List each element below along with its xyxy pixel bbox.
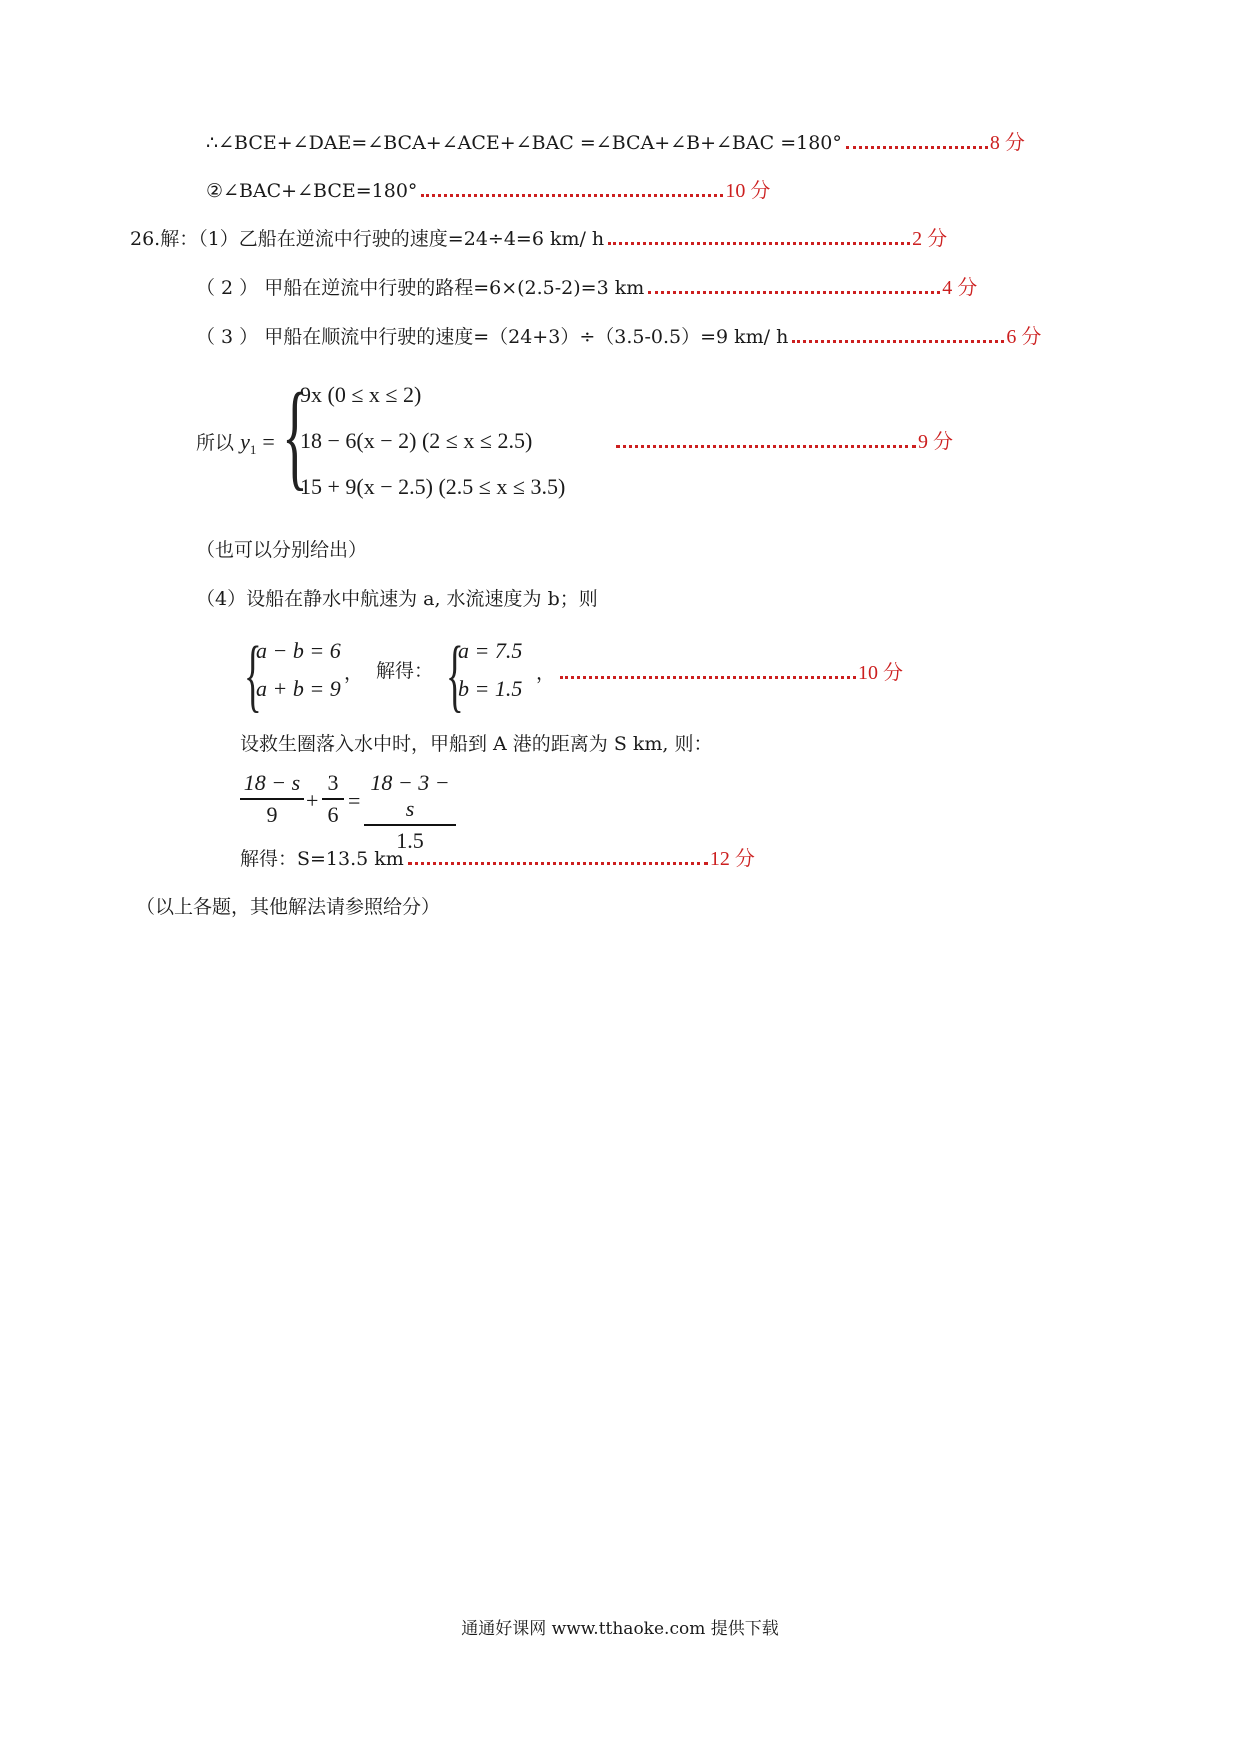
problem-26-part2 [196,275,977,301]
final-solution-text: 解得：S=13.5 km [240,848,404,870]
plus-text: + [306,788,319,813]
case-1-text: 9x (0 ≤ x ≤ 2) [300,382,422,407]
problem-26-part1 [130,226,947,252]
fraction-1-numerator: 18 − s [243,770,301,795]
fraction-1-denominator: 9 [266,802,278,827]
system-brace-2: { [446,629,464,720]
final-solution-line [240,846,755,872]
fraction-1-bar [240,798,304,800]
system-solve-label [376,658,433,684]
score-leader [846,142,988,149]
piecewise-case-3 [300,474,565,500]
note-text: （也可以分别给出） [196,539,368,561]
piecewise-equals: = [262,429,275,454]
system-eq-1b [256,676,341,702]
solve-label-text: 解得： [376,660,434,682]
score-leader [608,238,910,245]
part3-text: （ 3 ） 甲船在顺流中行驶的速度=（24+3）÷（3.5-0.5）=9 km/ h [196,326,789,348]
piecewise-prefix-text: 所以 [196,432,235,454]
score-label: 12 分 [709,848,755,870]
system-comma-2 [536,660,555,686]
fraction-2-numerator: 3 [327,770,339,795]
system-score [556,660,903,686]
equals-sign [348,788,360,814]
part2-text: （ 2 ） 甲船在逆流中行驶的路程=6×(2.5-2)=3 km [196,277,645,299]
score-label: 6 分 [1006,326,1042,348]
lifebuoy-text: 设救生圈落入水中时，甲船到 A 港的距离为 S km, 则： [240,733,713,755]
comma-text: ， [344,662,364,684]
closing-note-text: （以上各题，其他解法请参照给分） [136,896,441,918]
score-label: 4 分 [942,277,978,299]
score-label: 10 分 [725,180,771,202]
part4-text: （4）设船在静水中航速为 a, 水流速度为 b；则 [196,588,598,610]
solution-line-angle-sum [206,130,1025,156]
score-label: 8 分 [989,132,1025,154]
score-leader [421,190,723,197]
score-label: 10 分 [858,662,903,684]
solution-line-conclusion [206,178,770,204]
fraction-1 [240,770,304,828]
closing-note [136,894,440,920]
comma-text: ， [536,662,556,684]
piecewise-case-1 [300,382,421,408]
plus-sign [306,788,318,814]
piecewise-y: y [240,429,250,454]
case-3-text: 15 + 9(x − 2.5) (2.5 ≤ x ≤ 3.5) [300,474,566,499]
fraction-2 [322,770,344,828]
problem-26-part3 [196,324,1041,350]
conclusion-text: ②∠BAC+∠BCE=180° [206,180,418,202]
equals-text: = [348,788,361,813]
piecewise-brace: { [282,368,308,501]
system-eq-1a [256,638,341,664]
piecewise-case-2 [300,428,532,454]
case-2-text: 18 − 6(x − 2) (2 ≤ x ≤ 2.5) [300,428,533,453]
note-line [196,537,367,563]
score-leader [648,287,940,294]
score-label: 2 分 [912,228,948,250]
system-brace-1: { [244,629,262,720]
score-label: 9 分 [918,431,953,453]
score-leader [560,672,856,679]
lifebuoy-line [240,731,713,757]
score-leader [616,441,916,448]
piecewise-score [612,429,953,455]
eq-1b-text: a + b = 9 [256,676,341,701]
fraction-3-numerator: 18 − 3 − s [370,770,450,821]
angle-sum-text: ∴∠BCE+∠DAE=∠BCA+∠ACE+∠BAC =∠BCA+∠B+∠BAC =180° [206,132,842,154]
footer-text: 通通好课网 www.tthaoke.com 提供下载 [461,1619,779,1639]
part1-text: 26.解：（1）乙船在逆流中行驶的速度=24÷4=6 km/ h [130,228,605,250]
eq-2a-text: a = 7.5 [458,638,523,663]
fraction-3-bar [364,824,456,826]
fraction-2-bar [322,798,344,800]
system-eq-2b [458,676,522,702]
eq-2b-text: b = 1.5 [458,676,523,701]
piecewise-prefix [196,429,275,463]
fraction-2-denominator: 6 [327,802,339,827]
piecewise-subscript: 1 [249,441,257,457]
problem-26-part4 [196,586,598,612]
fraction-3-denominator: 1.5 [396,828,424,853]
page-footer [0,1614,1240,1639]
eq-1a-text: a − b = 6 [256,638,341,663]
system-comma-1 [344,660,363,686]
system-eq-2a [458,638,522,664]
score-leader [408,858,708,865]
score-leader [792,336,1004,343]
fraction-3 [364,770,456,854]
